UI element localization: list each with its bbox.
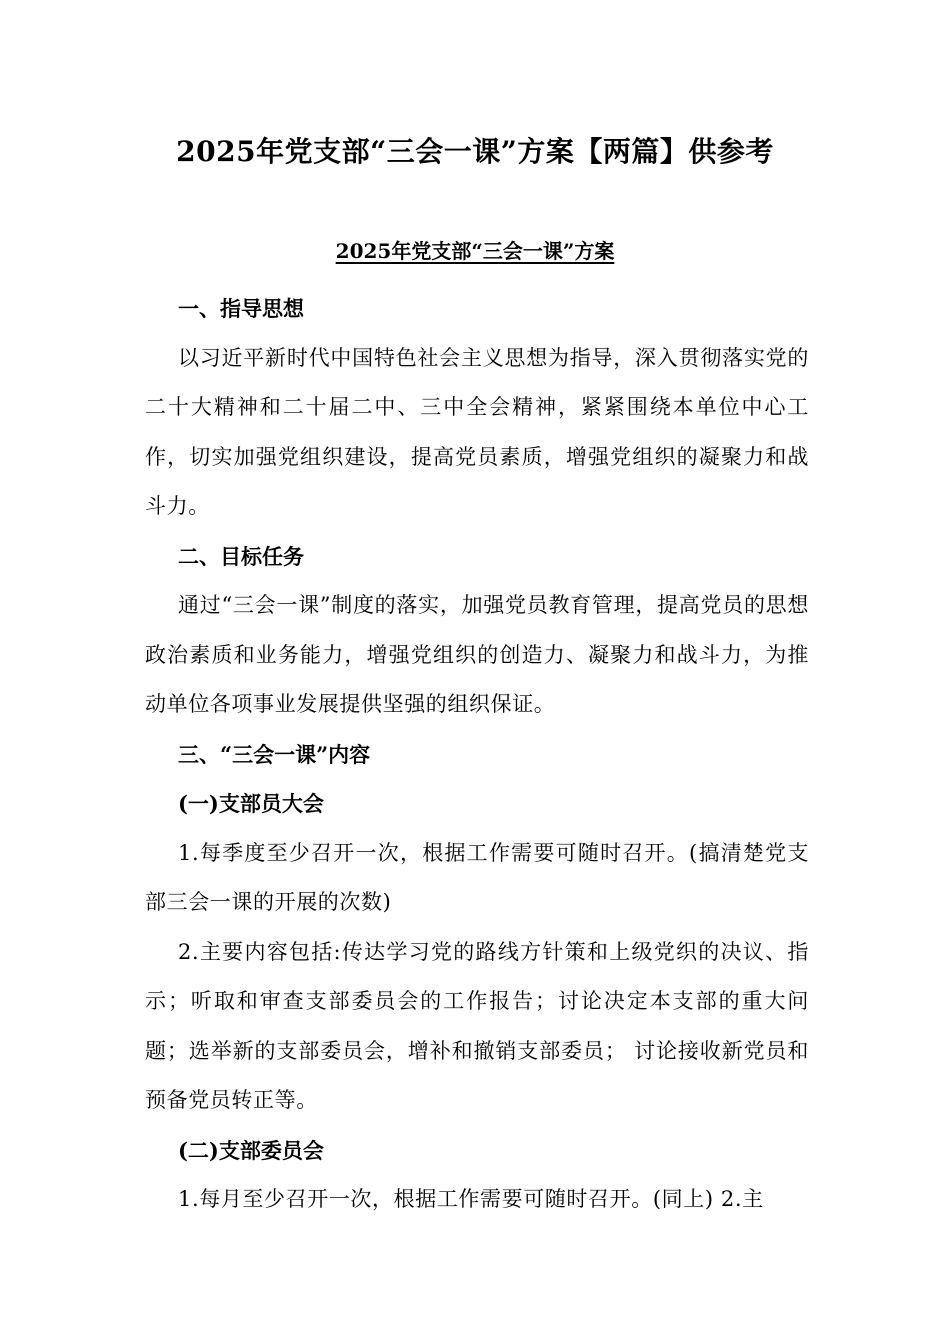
paragraph-member-meeting-2: 2.主要内容包括:传达学习党的路线方针策和上级党织的决议、指示；听取和审查支部委员会的工作报告；讨论决定本支部的重大问题；选举新的支部委员会，增补和撤销支部委员； 讨论接收新党员和预备党员转正等。	[145, 939, 809, 1112]
main-title: 2025年党支部“三会一课”方案【两篇】供参考	[176, 135, 774, 168]
subsection-heading-committee-meeting: (二)支部委员会	[178, 1137, 324, 1163]
sub-title-text: 2025年党支部“三会一课”方案	[335, 239, 615, 263]
section-heading-guiding-ideology: 一、指导思想	[178, 296, 304, 321]
paragraph-guiding-ideology: 以习近平新时代中国特色社会主义思想为指导，深入贯彻落实党的二十大精神和二十届二中、三中全会精神，紧紧围绕本单位中心工作，切实加强党组织建设，提高党员素质，增强党组织的凝聚力和战斗力。	[145, 345, 809, 518]
section-heading-goals: 二、目标任务	[178, 543, 304, 569]
paragraph-goals: 通过“三会一课”制度的落实，加强党员教育管理，提高党员的思想政治素质和业务能力，增强党组织的创造力、凝聚力和战斗力，为推动单位各项事业发展提供坚强的组织保证。	[145, 593, 809, 716]
paragraph-member-meeting-1: 1.每季度至少召开一次，根据工作需要可随时召开。(搞清楚党支部三会一课的开展的次数)	[145, 840, 809, 914]
sub-title	[0, 236, 950, 266]
document-body	[145, 284, 809, 1225]
subsection-heading-member-meeting: (一)支部员大会	[178, 791, 324, 816]
section-heading-content: 三、“三会一课”内容	[178, 741, 371, 767]
paragraph-committee-meeting-1: 1.每月至少召开一次，根据工作需要可随时召开。(同上) 2.主	[178, 1187, 764, 1211]
